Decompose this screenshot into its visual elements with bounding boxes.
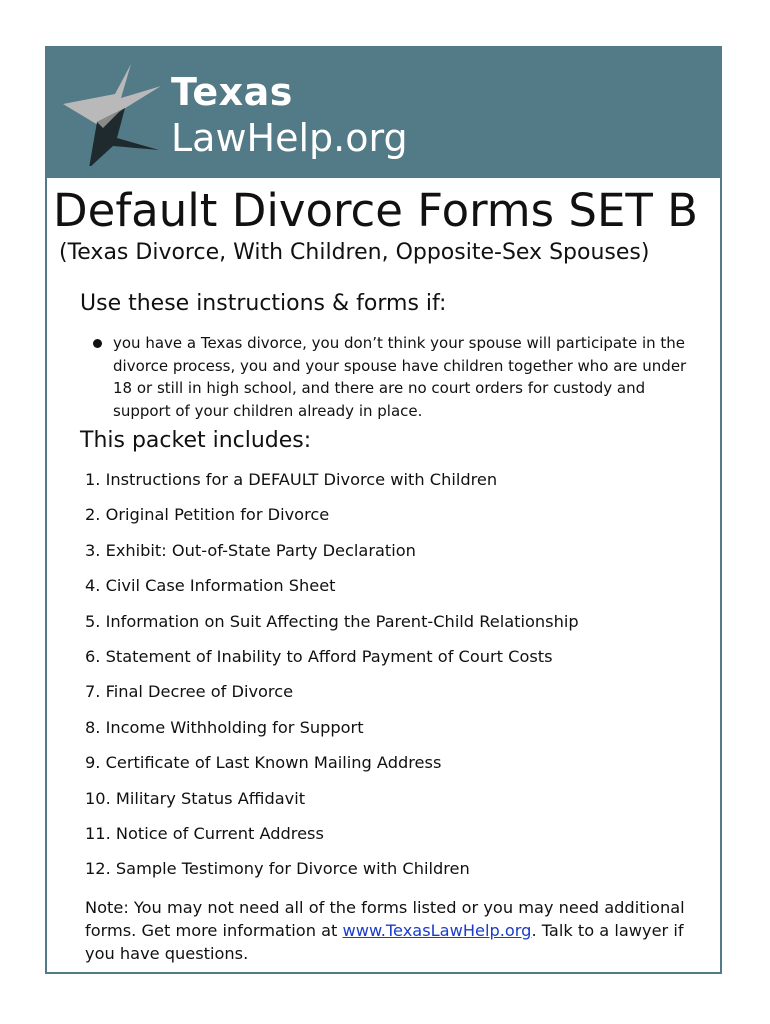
use-instructions-heading: Use these instructions & forms if:	[80, 291, 447, 316]
packet-item: 8. Income Withholding for Support	[85, 717, 364, 737]
packet-item: 3. Exhibit: Out-of-State Party Declaration	[85, 540, 416, 560]
texas-star-logo-icon	[59, 56, 169, 166]
eligibility-bullet	[87, 332, 707, 422]
packet-item: 5. Information on Suit Affecting the Parent-Child Relationship	[85, 611, 579, 631]
packet-item: 12. Sample Testimony for Divorce with Children	[85, 859, 470, 879]
packet-item: 9. Certificate of Last Known Mailing Address	[85, 753, 442, 773]
packet-item: 7. Final Decree of Divorce	[85, 682, 294, 702]
document-frame	[45, 46, 722, 974]
logo-text-lawhelp: LawHelp.org	[171, 116, 408, 160]
packet-item: 1. Instructions for a DEFAULT Divorce with Children	[85, 470, 498, 489]
note-text-after: . Talk to a lawyer if you have questions.	[85, 921, 684, 963]
header-banner	[47, 48, 720, 178]
note-paragraph	[85, 896, 705, 965]
page-subtitle: (Texas Divorce, With Children, Opposite-Sex Spouses)	[59, 240, 650, 265]
logo-text-texas: Texas	[171, 70, 293, 114]
packet-item: 4. Civil Case Information Sheet	[85, 576, 336, 596]
eligibility-text: you have a Texas divorce, you don’t think your spouse will participate in the divorce process, you and your spouse have children together who are under 18 or still in high school, and there are no court orders for custody and support of your children already in place.	[113, 334, 687, 420]
packet-item: 2. Original Petition for Divorce	[85, 505, 330, 525]
packet-item: 6. Statement of Inability to Afford Payment of Court Costs	[85, 646, 553, 666]
bullet-icon	[93, 339, 102, 348]
texaslawhelp-link[interactable]: www.TexasLawHelp.org	[342, 921, 532, 940]
packet-heading: This packet includes:	[80, 428, 312, 453]
packet-item: 10. Military Status Affidavit	[85, 788, 306, 808]
note-text-before: Note: You may not need all of the forms listed or you may need additional forms. Get more information at	[85, 898, 685, 940]
packet-items-list	[85, 468, 579, 893]
packet-item: 11. Notice of Current Address	[85, 823, 324, 843]
page-title: Default Divorce Forms SET B	[53, 184, 699, 237]
